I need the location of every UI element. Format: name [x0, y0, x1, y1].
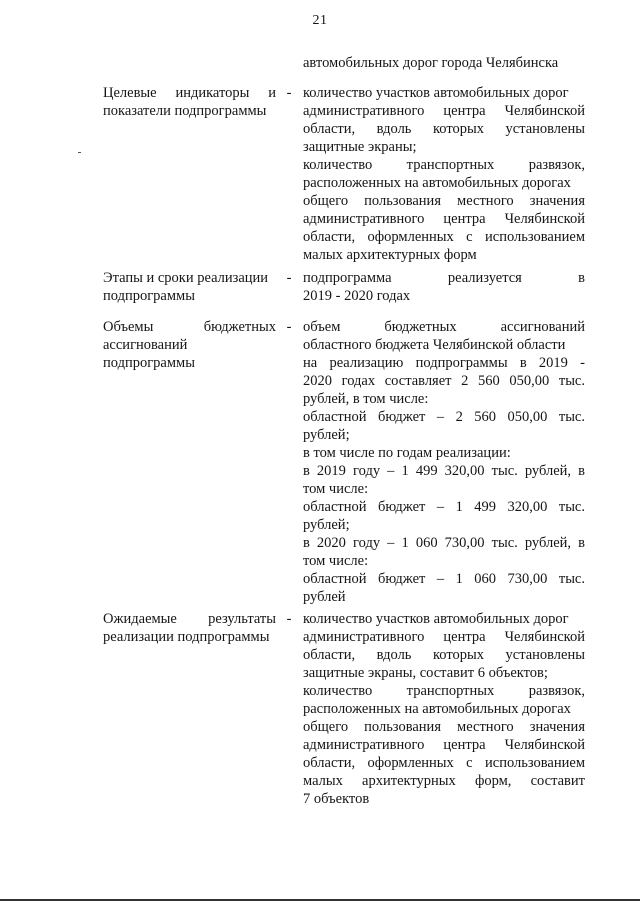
- content-line: рублей: [303, 589, 346, 605]
- content-line: областной бюджет – 1 060 730,00 тыс.: [303, 571, 585, 587]
- content-line: области, оформленных с использованием: [303, 229, 585, 245]
- content-line: на реализацию подпрограммы в 2019 -: [303, 355, 585, 371]
- section-label-indicators: [103, 84, 276, 120]
- label-line: Этапы и сроки реализации: [103, 270, 269, 286]
- content-line: количество транспортных развязок,: [303, 683, 585, 699]
- label-line: подпрограммы: [103, 288, 195, 304]
- content-line: рублей;: [303, 427, 350, 443]
- content-line: том числе:: [303, 481, 369, 497]
- section-content-results: [303, 610, 585, 808]
- continuation-line: автомобильных дорог города Челябинска: [303, 55, 559, 71]
- section-label-budget: [103, 318, 276, 372]
- section-dash: -: [286, 270, 292, 286]
- content-line: в 2019 году – 1 499 320,00 тыс. рублей, в: [303, 463, 585, 479]
- scan-speck: [78, 152, 81, 153]
- content-line: в 2020 году – 1 060 730,00 тыс. рублей, в: [303, 535, 585, 551]
- label-line: реализации подпрограммы: [103, 629, 270, 645]
- content-line: административного центра Челябинской: [303, 737, 585, 753]
- section-dash: -: [286, 319, 292, 335]
- content-line: областного бюджета Челябинской области: [303, 337, 566, 353]
- continuation-block: [303, 54, 585, 72]
- content-line: количество транспортных развязок,: [303, 157, 585, 173]
- label-line: Целевые индикаторы и: [103, 85, 276, 101]
- content-line: области, оформленных с использованием: [303, 755, 585, 771]
- section-content-indicators: [303, 84, 585, 264]
- content-line: общего пользования местного значения: [303, 193, 585, 209]
- scan-bottom-edge: [0, 899, 640, 901]
- content-line: расположенных на автомобильных дорогах: [303, 175, 571, 191]
- content-line: защитные экраны;: [303, 139, 417, 155]
- content-line: 2020 годах составляет 2 560 050,00 тыс.: [303, 373, 585, 389]
- content-line: малых архитектурных форм: [303, 247, 477, 263]
- content-line: объем бюджетных ассигнований: [303, 319, 585, 335]
- content-line: области, вдоль которых установлены: [303, 647, 585, 663]
- content-line: административного центра Челябинской: [303, 629, 585, 645]
- content-line: областной бюджет – 1 499 320,00 тыс.: [303, 499, 585, 515]
- content-line: административного центра Челябинской: [303, 211, 585, 227]
- content-line: расположенных на автомобильных дорогах: [303, 701, 571, 717]
- content-line: в том числе по годам реализации:: [303, 445, 511, 461]
- content-line: областной бюджет – 2 560 050,00 тыс.: [303, 409, 585, 425]
- content-line: малых архитектурных форм, составит: [303, 773, 585, 789]
- page-number: 21: [312, 13, 328, 28]
- label-line: показатели подпрограммы: [103, 103, 267, 119]
- content-line: рублей, в том числе:: [303, 391, 429, 407]
- section-label-stages: [103, 269, 276, 305]
- content-line: общего пользования местного значения: [303, 719, 585, 735]
- section-content-stages: [303, 269, 585, 305]
- section-dash: -: [286, 85, 292, 101]
- section-dash: -: [286, 611, 292, 627]
- content-line: защитные экраны, составит 6 объектов;: [303, 665, 548, 681]
- content-line: области, вдоль которых установлены: [303, 121, 585, 137]
- label-line: Объемы бюджетных: [103, 319, 276, 335]
- content-line: 7 объектов: [303, 791, 370, 807]
- content-line: 2019 - 2020 годах: [303, 288, 411, 304]
- content-line: рублей;: [303, 517, 350, 533]
- label-line: Ожидаемые результаты: [103, 611, 276, 627]
- content-line: том числе:: [303, 553, 369, 569]
- section-label-results: [103, 610, 276, 646]
- content-line: подпрограмма реализуется в: [303, 270, 585, 286]
- label-line: подпрограммы: [103, 355, 195, 371]
- section-content-budget: [303, 318, 585, 606]
- content-line: административного центра Челябинской: [303, 103, 585, 119]
- content-line: количество участков автомобильных дорог: [303, 85, 569, 101]
- content-line: количество участков автомобильных дорог: [303, 611, 569, 627]
- label-line: ассигнований: [103, 337, 188, 353]
